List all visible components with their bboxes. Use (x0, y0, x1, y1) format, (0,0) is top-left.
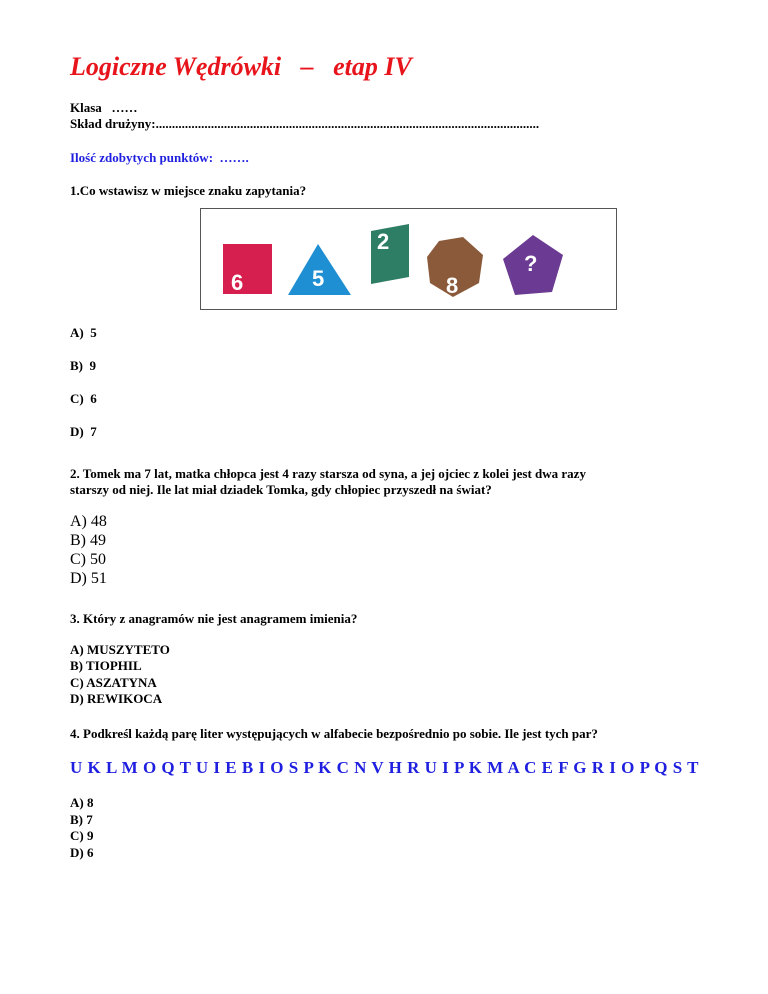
shapes-puzzle-figure (200, 208, 617, 310)
q4-answer-b: B) 7 (70, 812, 93, 827)
question-2-line1: 2. Tomek ma 7 lat, matka chłopca jest 4 razy starsza od syna, a jej ojciec z kolei jest dwa razy (70, 466, 586, 481)
triangle-label: 5 (312, 266, 325, 291)
q1-answer-b: B) 9 (70, 358, 96, 373)
q4-answer-c: C) 9 (70, 828, 94, 843)
q2-answer-d: D) 51 (70, 570, 107, 587)
question-4: 4. Podkreśl każdą parę liter występujących w alfabecie bezpośrednio po sobie. Ile jest tych par? (70, 726, 598, 741)
parallelogram-label: 2 (377, 229, 390, 254)
question-2-line2: starszy od niej. Ile lat miał dziadek Tomka, gdy chłopiec przyszedł na świat? (70, 482, 492, 497)
letter-sequence: U K L M O Q T U I E B I O S P K C N V H R U I P K M A C E F G R I O P Q S T (70, 758, 699, 777)
question-3: 3. Który z anagramów nie jest anagramem imienia? (70, 611, 358, 626)
page-title: Logiczne Wędrówki – etap IV (70, 52, 412, 81)
team-line: Skład drużyny:...................................................................................................................... (70, 116, 540, 131)
class-line: Klasa …… (70, 100, 138, 115)
q4-answer-d: D) 6 (70, 845, 94, 860)
shapes-puzzle-svg (201, 209, 616, 309)
q3-answer-a: A) MUSZYTETO (70, 642, 170, 657)
q3-answer-d: D) REWIKOCA (70, 691, 163, 706)
question-1: 1.Co wstawisz w miejsce znaku zapytania? (70, 183, 307, 198)
q1-answer-d: D) 7 (70, 424, 97, 439)
q4-answer-a: A) 8 (70, 795, 94, 810)
points-line: Ilość zdobytych punktów: ……. (70, 150, 249, 165)
q2-answer-a: A) 48 (70, 513, 107, 530)
q1-answer-a: A) 5 (70, 325, 97, 340)
square-label: 6 (231, 270, 244, 295)
q1-answer-c: C) 6 (70, 391, 97, 406)
q2-answer-b: B) 49 (70, 532, 106, 549)
pentagon-label: ? (524, 251, 538, 276)
q2-answer-c: C) 50 (70, 551, 106, 568)
hexagon-label: 8 (446, 273, 459, 298)
q3-answer-c: C) ASZATYNA (70, 675, 157, 690)
q3-answer-b: B) TIOPHIL (70, 658, 142, 673)
